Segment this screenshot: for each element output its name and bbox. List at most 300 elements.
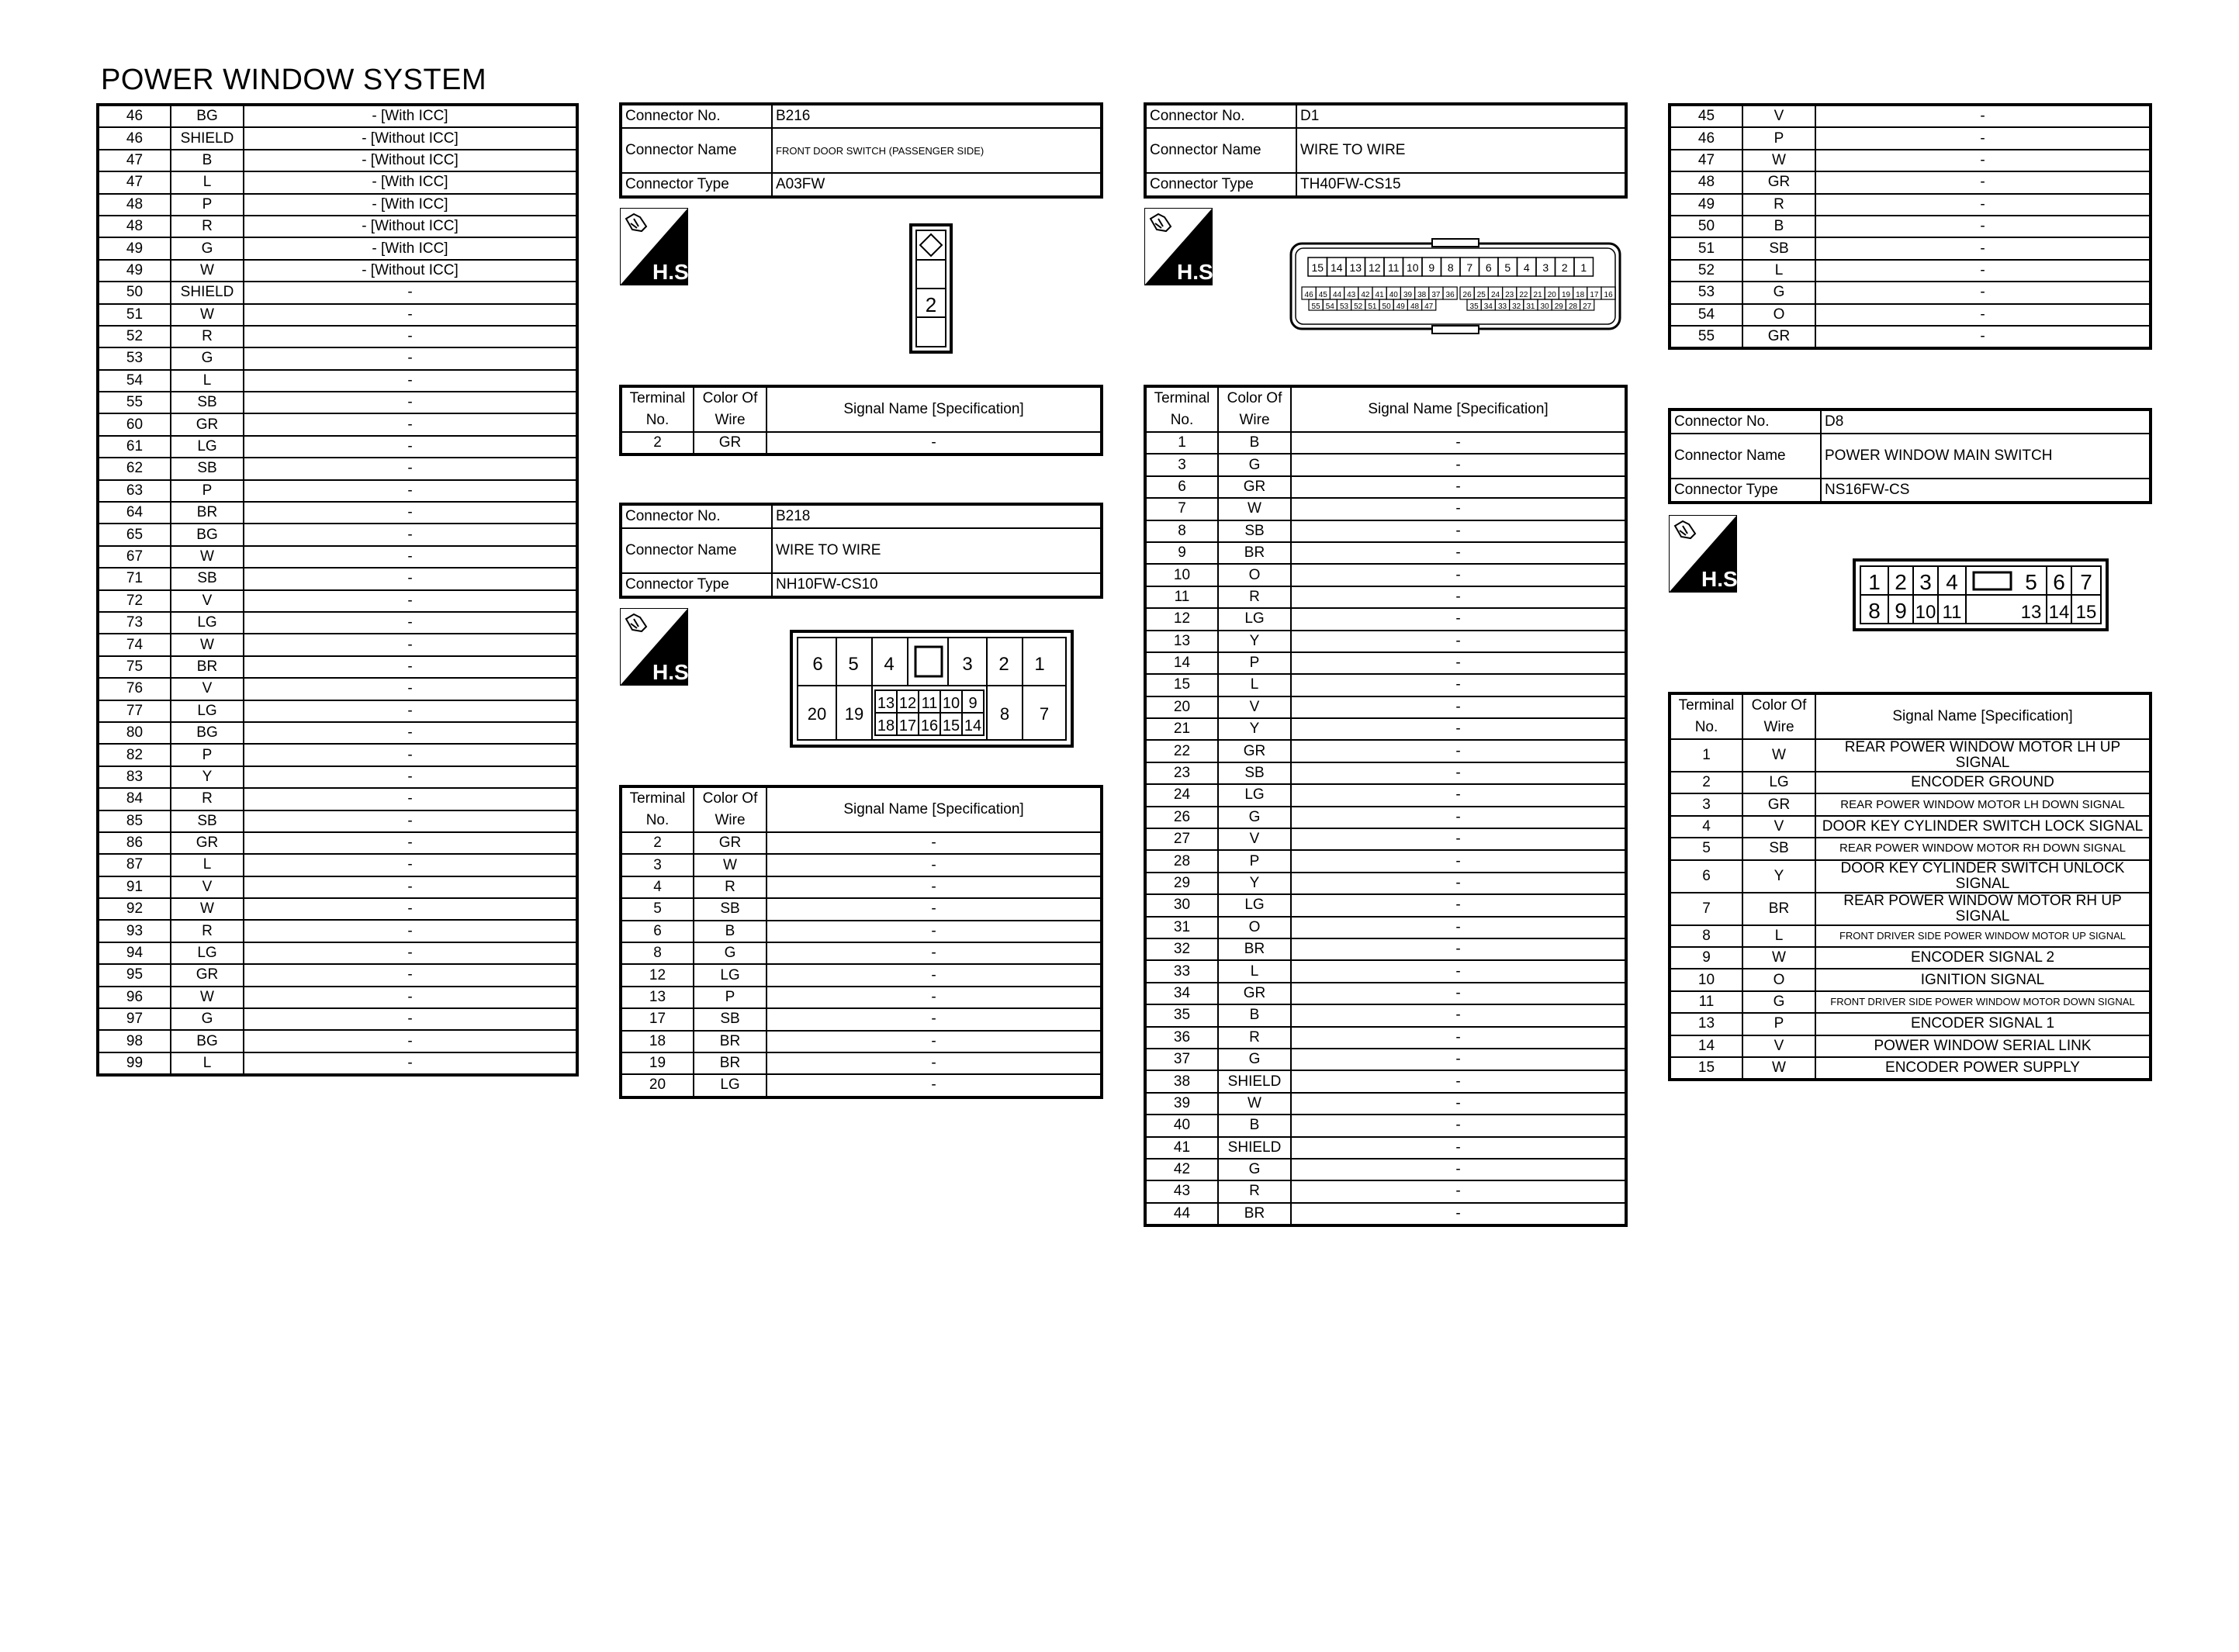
signal-name: - bbox=[1291, 938, 1626, 960]
table-row bbox=[1145, 718, 1626, 740]
wire-color: SB bbox=[694, 1008, 767, 1030]
terminal-no: 4 bbox=[621, 876, 694, 898]
table-row bbox=[1145, 873, 1626, 894]
signal-name: - bbox=[244, 392, 577, 413]
table-row bbox=[1670, 171, 2151, 193]
signal-name: - bbox=[1291, 1180, 1626, 1202]
wire-color: SB bbox=[171, 458, 244, 479]
signal-name: - bbox=[767, 1008, 1102, 1030]
table-row bbox=[98, 920, 577, 942]
hs-label: H.S. bbox=[1177, 260, 1220, 284]
wire-color: W bbox=[171, 634, 244, 655]
signal-name: - bbox=[1291, 476, 1626, 498]
table-row bbox=[1145, 652, 1626, 674]
pin-label: 34 bbox=[1483, 302, 1493, 311]
d8-terminal-table bbox=[1668, 692, 2152, 1081]
wire-color: G bbox=[1218, 1159, 1291, 1180]
table-row bbox=[98, 1030, 577, 1052]
table-row bbox=[1145, 1004, 1626, 1026]
pin-label: 1 bbox=[1868, 570, 1881, 594]
table-row bbox=[98, 546, 577, 568]
signal-header: Signal Name [Specification] bbox=[1291, 386, 1626, 432]
table-row bbox=[98, 942, 577, 964]
signal-name: - bbox=[244, 458, 577, 479]
wire-color: R bbox=[1742, 194, 1815, 216]
signal-name: - [With ICC] bbox=[244, 237, 577, 259]
wire-color: W bbox=[1742, 1057, 1815, 1080]
pin-label: 6 bbox=[1485, 261, 1492, 274]
table-row bbox=[98, 326, 577, 347]
wire-color: P bbox=[1742, 127, 1815, 149]
table-row bbox=[1145, 674, 1626, 696]
signal-name: - [With ICC] bbox=[244, 194, 577, 216]
terminal-no: 94 bbox=[98, 942, 171, 964]
terminal-no: 93 bbox=[98, 920, 171, 942]
signal-name: REAR POWER WINDOW MOTOR RH UP SIGNAL bbox=[1815, 893, 2151, 925]
signal-name: - bbox=[244, 788, 577, 810]
pin-label: 51 bbox=[1368, 302, 1377, 311]
wire-color: O bbox=[1218, 917, 1291, 938]
table-row bbox=[1145, 1049, 1626, 1070]
pin-label: 40 bbox=[1389, 291, 1398, 299]
color-header: Color Of Wire bbox=[694, 786, 767, 832]
wire-color: G bbox=[1218, 807, 1291, 828]
wire-color: W bbox=[1742, 947, 1815, 969]
signal-name: - bbox=[1291, 1027, 1626, 1049]
terminal-no: 5 bbox=[621, 898, 694, 920]
wire-color: SB bbox=[171, 568, 244, 589]
pin-label: 18 bbox=[877, 717, 895, 734]
signal-name: - bbox=[244, 590, 577, 612]
wire-color: W bbox=[171, 304, 244, 326]
terminal-no: 48 bbox=[1670, 171, 1742, 193]
signal-name: - bbox=[1815, 171, 2151, 193]
wire-color: L bbox=[171, 1052, 244, 1075]
terminal-no: 95 bbox=[98, 964, 171, 986]
pin-label: 16 bbox=[920, 717, 939, 734]
signal-name: - [With ICC] bbox=[244, 105, 577, 127]
terminal-no: 7 bbox=[1670, 893, 1742, 925]
signal-name: - bbox=[1291, 520, 1626, 542]
table-row bbox=[621, 832, 1102, 854]
terminal-no: 62 bbox=[98, 458, 171, 479]
table-row bbox=[98, 722, 577, 744]
signal-name: - bbox=[244, 678, 577, 700]
table-row bbox=[98, 105, 577, 127]
table-row bbox=[621, 432, 1102, 454]
terminal-no: 63 bbox=[98, 480, 171, 502]
terminal-no: 14 bbox=[1670, 1035, 1742, 1057]
table-row bbox=[98, 480, 577, 502]
signal-name: - bbox=[1291, 586, 1626, 608]
table-row bbox=[98, 590, 577, 612]
wire-color: O bbox=[1742, 304, 1815, 326]
pin-label: 49 bbox=[1396, 302, 1405, 311]
signal-name: - bbox=[1291, 762, 1626, 784]
connector-type-label: Connector Type bbox=[1145, 173, 1296, 197]
hs-icon bbox=[620, 208, 695, 285]
pin-label: 13 bbox=[2020, 602, 2042, 623]
table-row bbox=[98, 171, 577, 193]
wire-color: W bbox=[171, 546, 244, 568]
wire-color: P bbox=[694, 987, 767, 1008]
signal-name: DOOR KEY CYLINDER SWITCH UNLOCK SIGNAL bbox=[1815, 860, 2151, 893]
table-row bbox=[98, 458, 577, 479]
signal-name: - bbox=[244, 766, 577, 788]
terminal-no: 1 bbox=[1670, 739, 1742, 772]
table-row bbox=[1670, 947, 2151, 969]
terminal-no: 98 bbox=[98, 1030, 171, 1052]
d1-connector-name: WIRE TO WIRE bbox=[1296, 128, 1626, 173]
signal-name: - bbox=[1291, 1093, 1626, 1115]
signal-name: - bbox=[244, 876, 577, 898]
signal-name: - bbox=[1291, 718, 1626, 740]
table-row bbox=[98, 568, 577, 589]
pin-label: 21 bbox=[1533, 291, 1542, 299]
table-row bbox=[621, 1008, 1102, 1030]
terminal-no: 91 bbox=[98, 876, 171, 898]
signal-name: - bbox=[1291, 828, 1626, 850]
wire-color: SHIELD bbox=[1218, 1137, 1291, 1159]
signal-name: - bbox=[1291, 1070, 1626, 1092]
terminal-no: 74 bbox=[98, 634, 171, 655]
terminal-no: 6 bbox=[621, 921, 694, 942]
signal-name: - [Without ICC] bbox=[244, 127, 577, 149]
terminal-header: Terminal No. bbox=[1670, 693, 1742, 739]
pin-label: 44 bbox=[1332, 291, 1342, 299]
terminal-no: 67 bbox=[98, 546, 171, 568]
connector-name-label: Connector Name bbox=[621, 128, 772, 173]
wire-color: GR bbox=[171, 832, 244, 854]
signal-name: - bbox=[244, 304, 577, 326]
wire-color: W bbox=[694, 854, 767, 876]
wire-color: SB bbox=[171, 392, 244, 413]
table-row bbox=[1670, 991, 2151, 1013]
pin-label: 20 bbox=[1547, 291, 1556, 299]
table-row bbox=[98, 304, 577, 326]
pin-label: 6 bbox=[2053, 570, 2065, 594]
pin-label: 42 bbox=[1361, 291, 1370, 299]
table-row bbox=[1145, 432, 1626, 454]
connector-type-label: Connector Type bbox=[621, 573, 772, 597]
signal-name: - bbox=[1815, 150, 2151, 171]
signal-name: - bbox=[244, 524, 577, 545]
signal-name: - bbox=[767, 854, 1102, 876]
signal-name: ENCODER GROUND bbox=[1815, 772, 2151, 793]
terminal-no: 54 bbox=[1670, 304, 1742, 326]
wire-color: GR bbox=[171, 413, 244, 435]
pin-label: 1 bbox=[1580, 261, 1587, 274]
terminal-no: 31 bbox=[1145, 917, 1218, 938]
signal-name: - bbox=[1291, 850, 1626, 872]
wire-color: LG bbox=[171, 942, 244, 964]
signal-name: - bbox=[767, 921, 1102, 942]
pin-label: 38 bbox=[1417, 291, 1427, 299]
signal-name: - bbox=[1291, 1159, 1626, 1180]
wire-color: P bbox=[1742, 1013, 1815, 1035]
pin-label: 48 bbox=[1410, 302, 1420, 311]
connector-no-label: Connector No. bbox=[621, 104, 772, 128]
signal-name: - bbox=[1815, 304, 2151, 326]
pin-label: 31 bbox=[1526, 302, 1535, 311]
signal-name: - bbox=[1291, 917, 1626, 938]
pin-label: 11 bbox=[1387, 261, 1400, 274]
pin-label: 55 bbox=[1311, 302, 1320, 311]
hs-icon bbox=[620, 608, 695, 686]
terminal-no: 27 bbox=[1145, 828, 1218, 850]
pin-label: 8 bbox=[1447, 261, 1454, 274]
terminal-no: 14 bbox=[1145, 652, 1218, 674]
pin-label: 15 bbox=[942, 717, 960, 734]
pin-label: 29 bbox=[1554, 302, 1563, 311]
pin-label: 2 bbox=[998, 654, 1009, 675]
wire-color: Y bbox=[1218, 873, 1291, 894]
table-row bbox=[1145, 807, 1626, 828]
wire-color: B bbox=[1218, 1115, 1291, 1136]
wire-color: P bbox=[171, 194, 244, 216]
terminal-no: 51 bbox=[98, 304, 171, 326]
table-row bbox=[98, 150, 577, 171]
terminal-no: 75 bbox=[98, 656, 171, 678]
terminal-no: 8 bbox=[1670, 925, 1742, 947]
signal-name: DOOR KEY CYLINDER SWITCH LOCK SIGNAL bbox=[1815, 816, 2151, 838]
table-row bbox=[1670, 1013, 2151, 1035]
wire-color: L bbox=[171, 854, 244, 876]
pin-label: 50 bbox=[1382, 302, 1391, 311]
pin-label: 10 bbox=[1406, 261, 1419, 274]
wire-color: R bbox=[171, 788, 244, 810]
signal-name: - bbox=[244, 436, 577, 458]
table-row bbox=[621, 876, 1102, 898]
terminal-no: 12 bbox=[1145, 608, 1218, 630]
signal-name: - bbox=[244, 942, 577, 964]
hs-label: H.S. bbox=[1701, 567, 1744, 591]
signal-name: - bbox=[1291, 652, 1626, 674]
table-row bbox=[1145, 498, 1626, 520]
signal-name: REAR POWER WINDOW MOTOR RH DOWN SIGNAL bbox=[1815, 838, 2151, 859]
pin-label: 7 bbox=[2080, 570, 2092, 594]
terminal-no: 47 bbox=[98, 171, 171, 193]
wire-color: GR bbox=[694, 832, 767, 854]
d8-connector-no: D8 bbox=[1821, 410, 2151, 434]
signal-name: - bbox=[244, 1008, 577, 1030]
terminal-no: 18 bbox=[621, 1031, 694, 1052]
pin-label: 22 bbox=[1519, 291, 1528, 299]
wire-color: G bbox=[171, 347, 244, 369]
b218-connector-type: NH10FW-CS10 bbox=[772, 573, 1102, 597]
table-row bbox=[1145, 740, 1626, 762]
terminal-no: 73 bbox=[98, 612, 171, 634]
wire-color: SB bbox=[694, 898, 767, 920]
wire-color: GR bbox=[171, 964, 244, 986]
terminal-no: 4 bbox=[1670, 816, 1742, 838]
wire-color: V bbox=[1742, 816, 1815, 838]
terminal-no: 8 bbox=[621, 942, 694, 964]
terminal-no: 13 bbox=[1670, 1013, 1742, 1035]
wire-color: GR bbox=[1218, 740, 1291, 762]
wire-color: V bbox=[171, 590, 244, 612]
terminal-no: 26 bbox=[1145, 807, 1218, 828]
signal-name: - bbox=[1291, 894, 1626, 916]
pin-label: 41 bbox=[1375, 291, 1384, 299]
wire-color: O bbox=[1742, 969, 1815, 990]
signal-name: - bbox=[244, 568, 577, 589]
terminal-no: 22 bbox=[1145, 740, 1218, 762]
wire-color: LG bbox=[1218, 784, 1291, 806]
table-row bbox=[1670, 816, 2151, 838]
terminal-no: 97 bbox=[98, 1008, 171, 1030]
pin-label: 27 bbox=[1583, 302, 1592, 311]
wire-color: L bbox=[171, 171, 244, 193]
connector-no-label: Connector No. bbox=[1670, 410, 1821, 434]
pin-label: 4 bbox=[884, 654, 895, 675]
wire-color: R bbox=[694, 876, 767, 898]
table-row bbox=[98, 194, 577, 216]
pin-label: 19 bbox=[1561, 291, 1571, 299]
pin-label: 10 bbox=[1915, 602, 1936, 623]
signal-name: - bbox=[1815, 194, 2151, 216]
pin-label: 4 bbox=[1946, 570, 1958, 594]
wire-color: B bbox=[694, 921, 767, 942]
terminal-no: 30 bbox=[1145, 894, 1218, 916]
wire-color: SB bbox=[1742, 237, 1815, 259]
wire-color: V bbox=[171, 678, 244, 700]
wire-color: P bbox=[171, 744, 244, 766]
wire-color: R bbox=[171, 216, 244, 237]
table-row bbox=[98, 392, 577, 413]
terminal-no: 50 bbox=[1670, 216, 1742, 237]
pin-label: 2 bbox=[1561, 261, 1568, 274]
pin-label: 9 bbox=[1428, 261, 1435, 274]
pin-label: 14 bbox=[2048, 602, 2070, 623]
terminal-no: 50 bbox=[98, 282, 171, 303]
signal-name: - bbox=[1815, 216, 2151, 237]
table-row bbox=[621, 1052, 1102, 1074]
table-row bbox=[1145, 917, 1626, 938]
table-row bbox=[1670, 860, 2151, 893]
pin-label: 36 bbox=[1445, 291, 1455, 299]
left-terminal-table bbox=[96, 103, 579, 1077]
terminal-no: 53 bbox=[1670, 282, 1742, 303]
table-row bbox=[98, 436, 577, 458]
wire-color: LG bbox=[171, 436, 244, 458]
signal-name: - bbox=[1291, 960, 1626, 982]
connector-type-label: Connector Type bbox=[1670, 479, 1821, 503]
signal-name: - bbox=[1291, 740, 1626, 762]
b216-terminal-table bbox=[619, 385, 1103, 456]
terminal-no: 3 bbox=[1145, 454, 1218, 475]
wire-color: GR bbox=[694, 432, 767, 454]
pin-label: 7 bbox=[1466, 261, 1473, 274]
signal-header: Signal Name [Specification] bbox=[1815, 693, 2151, 739]
table-row bbox=[98, 612, 577, 634]
terminal-no: 20 bbox=[1145, 696, 1218, 718]
d1-connector-no: D1 bbox=[1296, 104, 1626, 128]
table-row bbox=[1145, 960, 1626, 982]
table-row bbox=[1670, 1035, 2151, 1057]
signal-name: REAR POWER WINDOW MOTOR LH UP SIGNAL bbox=[1815, 739, 2151, 772]
d8-connector-info bbox=[1668, 408, 2152, 504]
terminal-no: 65 bbox=[98, 524, 171, 545]
table-row bbox=[1145, 1115, 1626, 1136]
terminal-no: 86 bbox=[98, 832, 171, 854]
terminal-no: 2 bbox=[1670, 772, 1742, 793]
wire-color: Y bbox=[1218, 631, 1291, 652]
terminal-no: 17 bbox=[621, 1008, 694, 1030]
table-row bbox=[1145, 631, 1626, 652]
table-row bbox=[98, 1052, 577, 1075]
signal-name: - [Without ICC] bbox=[244, 150, 577, 171]
signal-name: - bbox=[767, 876, 1102, 898]
pin-label: 3 bbox=[1542, 261, 1549, 274]
wire-color: Y bbox=[1742, 860, 1815, 893]
color-header: Color Of Wire bbox=[1218, 386, 1291, 432]
d8-connector-type: NS16FW-CS bbox=[1821, 479, 2151, 503]
table-row bbox=[98, 216, 577, 237]
wire-color: SB bbox=[1218, 520, 1291, 542]
terminal-no: 52 bbox=[98, 326, 171, 347]
pin-label: 6 bbox=[812, 654, 823, 675]
terminal-no: 39 bbox=[1145, 1093, 1218, 1115]
d1-connector-diagram bbox=[1289, 239, 1621, 334]
signal-name: - bbox=[1815, 105, 2151, 127]
signal-name: - [With ICC] bbox=[244, 171, 577, 193]
terminal-no: 60 bbox=[98, 413, 171, 435]
b216-pin-2: 2 bbox=[925, 293, 937, 316]
signal-name: - bbox=[244, 832, 577, 854]
signal-name: - bbox=[1291, 1049, 1626, 1070]
table-row bbox=[1145, 1093, 1626, 1115]
table-row bbox=[1670, 194, 2151, 216]
pin-label: 5 bbox=[1504, 261, 1511, 274]
wire-color: BR bbox=[171, 656, 244, 678]
signal-name: - bbox=[1291, 542, 1626, 564]
pin-label: 12 bbox=[1368, 261, 1381, 274]
pin-label: 11 bbox=[921, 695, 938, 712]
signal-name: - [Without ICC] bbox=[244, 260, 577, 282]
terminal-no: 35 bbox=[1145, 1004, 1218, 1026]
pin-label: 54 bbox=[1325, 302, 1334, 311]
signal-name: - bbox=[1291, 1137, 1626, 1159]
b218-connector-info bbox=[619, 503, 1103, 599]
terminal-no: 10 bbox=[1145, 564, 1218, 586]
signal-name: - bbox=[1291, 608, 1626, 630]
terminal-no: 47 bbox=[98, 150, 171, 171]
wire-color: P bbox=[1218, 850, 1291, 872]
pin-label: 9 bbox=[1895, 599, 1907, 623]
pin-label: 33 bbox=[1497, 302, 1507, 311]
wire-color: L bbox=[1218, 674, 1291, 696]
table-row bbox=[1670, 925, 2151, 947]
wire-color: W bbox=[1742, 739, 1815, 772]
wire-color: GR bbox=[1218, 476, 1291, 498]
signal-name: - bbox=[767, 1052, 1102, 1074]
b216-connector-diagram bbox=[909, 223, 953, 354]
wire-color: V bbox=[1742, 105, 1815, 127]
terminal-no: 82 bbox=[98, 744, 171, 766]
wire-color: GR bbox=[1742, 326, 1815, 348]
signal-name: ENCODER POWER SUPPLY bbox=[1815, 1057, 2151, 1080]
signal-name: ENCODER SIGNAL 1 bbox=[1815, 1013, 2151, 1035]
wire-color: BR bbox=[694, 1052, 767, 1074]
terminal-no: 29 bbox=[1145, 873, 1218, 894]
terminal-no: 48 bbox=[98, 216, 171, 237]
terminal-no: 47 bbox=[1670, 150, 1742, 171]
hs-label: H.S. bbox=[652, 260, 695, 284]
pin-label: 17 bbox=[1590, 291, 1599, 299]
wire-color: G bbox=[1218, 454, 1291, 475]
terminal-no: 2 bbox=[621, 432, 694, 454]
